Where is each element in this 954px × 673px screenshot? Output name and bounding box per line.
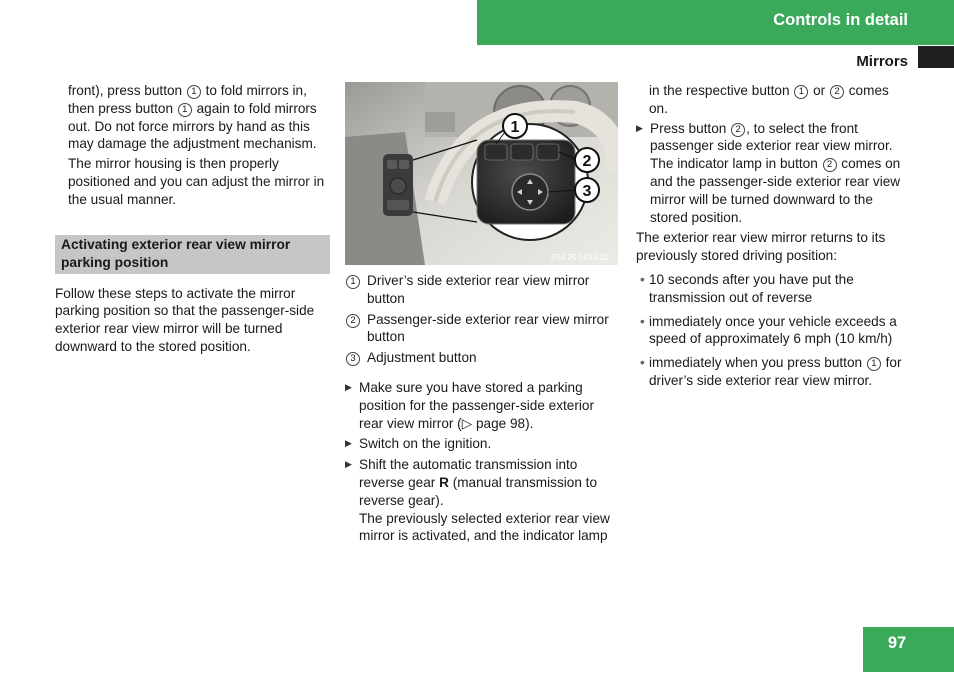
subheading-parking-position: Activating exterior rear view mirror parking position [55,235,330,274]
callout-3-marker [575,178,599,202]
mirror-controls-photo [345,82,618,265]
callout-ref: 1 [794,85,808,99]
callout-ref: 1 [178,103,192,117]
chapter-title: Controls in detail [773,11,908,29]
figure-legend [345,272,618,367]
column-left [55,82,330,356]
callout-ref: 2 [346,314,360,328]
callout-ref: 1 [187,85,201,99]
paragraph-mirror-housing: The mirror housing is then properly positioned and you can adjust the mirror in the usual manner. [68,156,325,207]
header-bar [477,0,954,45]
callout-2-marker [575,148,599,172]
column-right [636,82,911,396]
paragraph-returns-position: The exterior rear view mirror returns to its previously stored driving position: [636,230,886,264]
callout-1-label: 1 [510,119,520,136]
page-number-box [863,627,954,672]
legend-item [345,272,618,308]
step-arrow-icon: ▶ [636,122,643,133]
page-number: 97 [887,634,907,652]
bullet-dot-icon: • [640,271,645,287]
legend-text: Adjustment button [367,350,477,366]
step-arrow-icon: ▶ [345,459,352,470]
callout-ref: 2 [823,158,837,172]
paragraph-indicator-lamp: in the respective button 1 or 2 comes on. [649,83,889,116]
bullet-item: • immediately when you press button 1 for driver’s side exterior rear view mirror. [636,354,911,390]
callout-ref: 2 [830,85,844,99]
bullet-dot-icon: • [640,313,645,329]
section-tab-marker [918,46,954,68]
callout-ref: 3 [346,352,360,366]
bullet-dot-icon: • [640,355,645,371]
instruction-step: ▶ Shift the automatic transmission into reverse gear R (manual transmission to reverse gear). The previously selected exterior rear view mirror is activated, and the indicator lamp [345,457,610,544]
step-arrow-icon: ▶ [345,381,352,392]
callout-3-label: 3 [582,183,592,200]
callout-ref: 2 [731,123,745,137]
bullet-item: • immediately once your vehicle exceeds a speed of approximately 6 mph (10 km/h) [636,313,911,349]
legend-text: Driver’s side exterior rear view mirror button [367,273,590,306]
page-reference-link[interactable]: ▷ page 98 [461,415,526,431]
callout-ref: 1 [346,275,360,289]
callout-ref: 1 [867,357,881,371]
callout-2-label: 2 [582,153,592,170]
callout-1-marker [503,114,527,138]
instruction-step: ▶ Make sure you have stored a parking position for the passenger-side exterior rear view mirror (▷ page 98). [345,379,594,431]
column-middle [345,82,618,548]
legend-item [345,311,618,347]
door-panel-illustration [345,82,618,265]
instruction-steps [345,379,618,545]
figure-reference-code: P54.25-5433-31 [551,253,609,262]
legend-item [345,349,618,367]
paragraph-fold-mirrors: front), press button 1 to fold mirrors in, then press button 1 again to fold mirrors out. Do not force mirrors by hand as this may damage the adjustment mechanism. [68,83,317,152]
step-arrow-icon: ▶ [345,438,352,449]
bullet-item: • 10 seconds after you have put the transmission out of reverse [636,271,911,307]
section-title: Mirrors [856,53,908,70]
instruction-step: ▶ Switch on the ignition. [345,436,492,452]
paragraph-intro-steps: Follow these steps to activate the mirror parking position so that the passenger-side exterior rear view mirror will be turned downward to the stored position. [55,285,315,354]
instruction-step: ▶ Press button 2 , to select the front passenger side exterior rear view mirror. The indicator lamp in button 2 comes on and the passenger-side exterior rear view mirror will be turned downward to the stored position. [636,120,901,225]
legend-text: Passenger-side exterior rear view mirror button [367,311,609,345]
step-result-text: The previously selected exterior rear view mirror is activated, and the indicator lamp [359,510,610,544]
